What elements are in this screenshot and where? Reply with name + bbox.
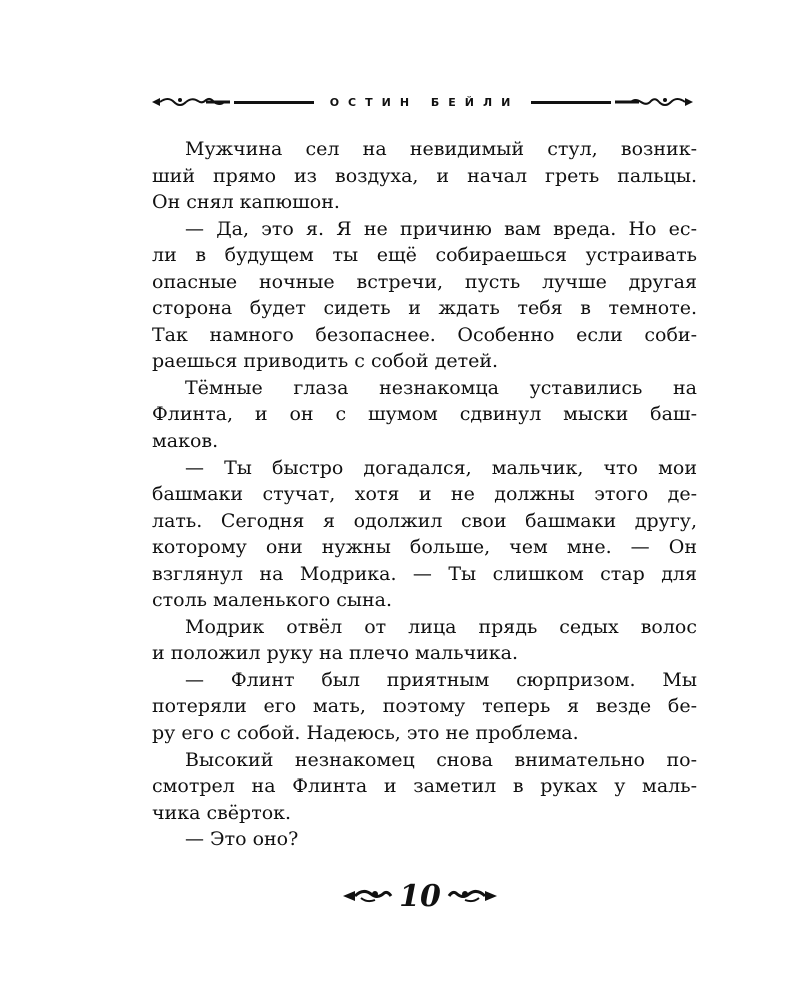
text-line: Высокий незнакомец снова внимательно по- xyxy=(185,748,697,771)
text-line: которому они нужны больше, чем мне. — Он xyxy=(152,536,697,559)
text-line: потеряли его мать, поэтому теперь я везде бе- xyxy=(152,695,697,718)
text-line: смотрел на Флинта и заметил в руках у маль- xyxy=(152,775,697,798)
text-line: маков. xyxy=(152,430,219,453)
text-line: взглянул на Модрика. — Ты слишком стар для xyxy=(152,562,697,585)
body-text xyxy=(152,136,697,853)
text-line: Так намного безопаснее. Особенно если соби- xyxy=(152,323,697,346)
text-line: ру его с собой. Надеюсь, это не проблема. xyxy=(152,722,579,745)
folio-swirl-right-icon xyxy=(447,886,499,906)
text-line: ли в будущем ты ещё собираешься устраивать xyxy=(152,244,697,267)
text-line: — Это оно? xyxy=(185,828,299,851)
text-line: Он снял капюшон. xyxy=(152,191,340,214)
text-line: — Ты быстро догадался, мальчик, что мои xyxy=(185,456,697,479)
text-line: опасные ночные встречи, пусть лучше другая xyxy=(152,270,697,293)
text-line: столь маленького сына. xyxy=(152,589,393,612)
text-line: — Флинт был приятным сюрпризом. Мы xyxy=(185,668,697,691)
text-line: сторона будет сидеть и ждать тебя в темноте. xyxy=(152,297,697,320)
text-line: ший прямо из воздуха, и начал греть пальцы. xyxy=(152,164,697,187)
text-line: Модрик отвёл от лица прядь седых волос xyxy=(185,615,697,638)
text-line: Флинта, и он с шумом сдвинул мыски баш- xyxy=(152,403,697,426)
header-rule-left xyxy=(234,101,314,104)
header-rule-right xyxy=(531,101,611,104)
page-folio xyxy=(340,876,500,916)
text-line: башмаки стучат, хотя и не должны этого де- xyxy=(152,483,697,506)
flourish-right-icon xyxy=(615,95,695,109)
text-line: Тёмные глаза незнакомца уставились на xyxy=(185,376,697,399)
text-line: и положил руку на плечо мальчика. xyxy=(152,642,519,665)
text-line: — Да, это я. Я не причиню вам вреда. Но ес- xyxy=(185,217,697,240)
text-line: раешься приводить с собой детей. xyxy=(152,350,499,373)
text-line: лать. Сегодня я одолжил свои башмаки другу, xyxy=(152,509,697,532)
running-header xyxy=(150,91,695,113)
flourish-left-icon xyxy=(150,95,230,109)
text-line: Мужчина сел на невидимый стул, возник- xyxy=(185,138,697,160)
page-number: 10 xyxy=(399,878,441,914)
folio-swirl-left-icon xyxy=(341,886,393,906)
text-line: чика свёрток. xyxy=(152,801,292,824)
running-title: ОСТИН БЕЙЛИ xyxy=(329,95,520,109)
